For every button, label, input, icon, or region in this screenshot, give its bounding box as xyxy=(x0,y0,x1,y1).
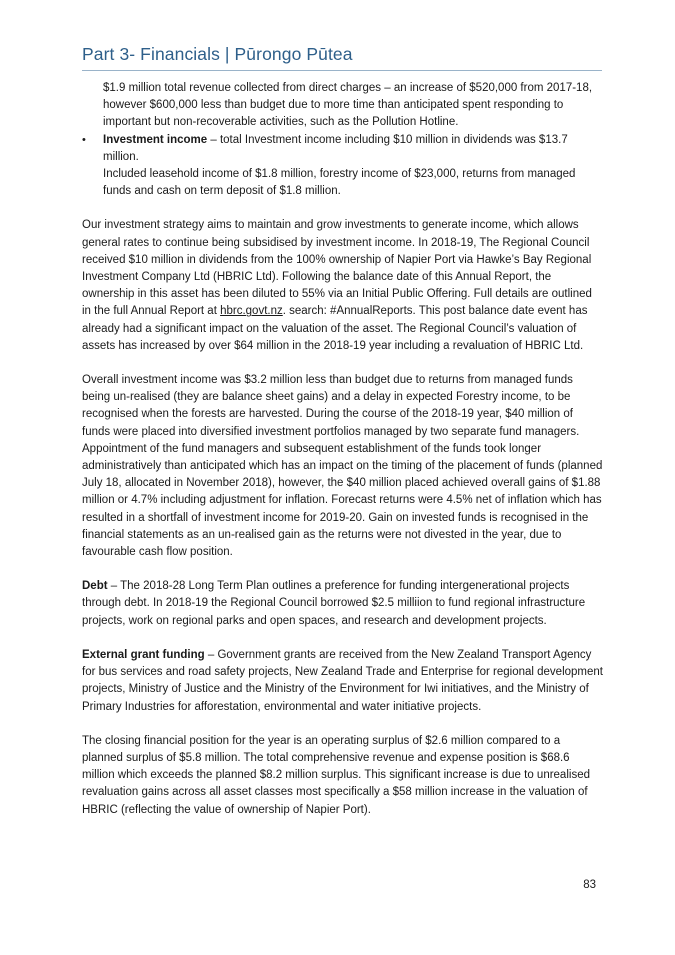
paragraph-spacer xyxy=(82,630,604,647)
paragraph-spacer xyxy=(82,200,604,217)
paragraph-spacer xyxy=(82,355,604,372)
debt-text: – The 2018-28 Long Term Plan outlines a preference for funding intergenerational projects through debt. In 2018-19 the Regional Council borrowed $2.5 milliion to fund regional infrastructure projects, work on regional parks and open spaces, and research and development projects. xyxy=(82,580,586,627)
page-header xyxy=(82,43,602,65)
investment-income-text: – total Investment income including $10 million in dividends was $13.7 million. xyxy=(103,133,568,163)
closing-position-paragraph: The closing financial position for the year is an operating surplus of $2.6 million compared to a planned surplus of $5.8 million. The total comprehensive revenue and expense position is $68.6 million which exceeds the planned $8.2 million surplus. This significant increase is due to unrealised revaluation gains across all asset classes most specifically a $58 million increase in the valuation of HBRIC (reflecting the value of ownership of Napier Port). xyxy=(82,734,590,816)
direct-charges-continuation: $1.9 million total revenue collected from direct charges – an increase of $520,000 from 2017-18, however $600,000 less than budget due to more time than anticipated spent responding to important but non-recoverable activities, such as the Pollution Hotline. xyxy=(103,82,593,129)
external-grant-paragraph xyxy=(82,647,604,716)
investment-income-line xyxy=(103,132,604,166)
external-grant-label: External grant funding xyxy=(82,648,205,661)
bullet-icon: • xyxy=(82,133,86,146)
investment-income-subtext: Included leasehold income of $1.8 million, forestry income of $23,000, returns from managed funds and cash on term deposit of $1.8 million. xyxy=(103,168,576,198)
page-title: Part 3- Financials | Pūrongo Pūtea xyxy=(82,44,353,64)
overall-investment-paragraph: Overall investment income was $3.2 million less than budget due to returns from managed funds being un-realised (they are balance sheet gains) and a delay in expected Forestry income, to be recognised when the forests are harvested. During the course of the 2018-19 year, $40 million of funds were placed into diversified investment portfolios managed by two separate fund managers. Appointment of the fund managers and subsequent establishment of the funds took longer administratively than anticipated which has an impact on the timing of the placement of funds (planned July 18, allocated in November 2018), however, the $40 million placed achieved overall gains of $1.88 million or 4.7% including adjustment for inflation. Forecast returns were 4.5% net of inflation which has resulted in a shortfall of investment income for 2019-20. Gain on invested funds is recognised in the financial statements as an un-realised gain as the returns were not divested in the year, due to favourable cash flow position. xyxy=(82,374,603,559)
investment-income-bullet xyxy=(82,132,604,201)
paragraph-spacer xyxy=(82,716,604,733)
debt-paragraph xyxy=(82,578,604,630)
annual-report-link[interactable]: hbrc.govt.nz xyxy=(220,305,283,318)
debt-label: Debt xyxy=(82,580,108,593)
investment-income-label: Investment income xyxy=(103,133,208,146)
strategy-text-before-link: Our investment strategy aims to maintain and grow investments to generate income, which allows general rates to continue being subsidised by investment income. In 2018-19, The Regional Council received $10 million in dividends from the 100% ownership of Napier Port via Hawke’s Bay Regional Investment Company Ltd (HBRIC Ltd). Following the balance date of this Annual Report, the ownership in this asset has been diluted to 55% via an Initial Public Offering. Full details are outlined in the full Annual Report at xyxy=(82,219,592,318)
strategy-text-after-link: . search: #AnnualReports. This post balance date event has already had a significant impact on the valuation of the asset. The Regional Council’s valuation of assets has increased by over $64 million in the 2018-19 year including a revaluation of HBRIC Ltd. xyxy=(82,305,588,352)
external-grant-text: – Government grants are received from the New Zealand Transport Agency for bus services and road safety projects, New Zealand Trade and Enterprise for regional development projects, Ministry of Justice and the Ministry of the Environment for Iwi initiatives, and the Ministry of Primary Industries for afforestation, environmental and water initiative projects. xyxy=(82,648,603,713)
header-divider xyxy=(82,70,602,71)
page-number: 83 xyxy=(583,879,596,891)
paragraph-spacer xyxy=(82,561,604,578)
page-body xyxy=(82,80,604,819)
investment-strategy-paragraph xyxy=(82,217,604,355)
